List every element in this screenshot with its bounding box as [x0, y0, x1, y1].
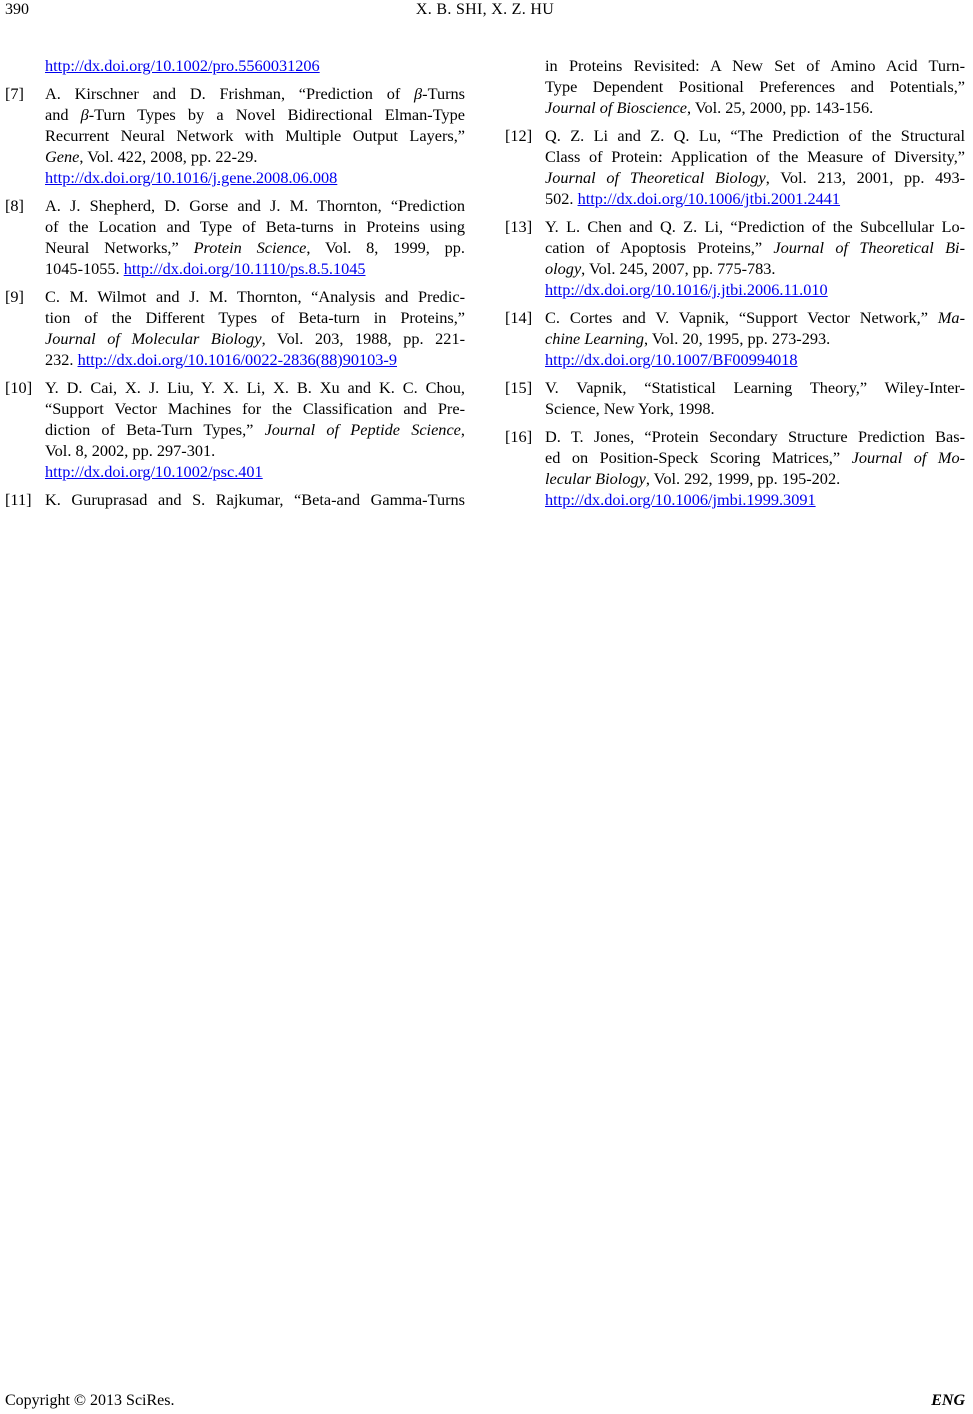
- reference-body: [45, 286, 465, 370]
- page-number: 390: [5, 1, 29, 18]
- reference-body: [45, 83, 465, 188]
- reference-line: [545, 398, 965, 419]
- reference-line: [545, 146, 965, 167]
- reference-text: ed on Position-Speck Scoring Matrices,”: [545, 448, 852, 467]
- reference-text: , Vol. 25, 2000, pp. 143-156.: [686, 98, 874, 117]
- reference-number: [14]: [505, 308, 533, 327]
- reference-text: , Vol. 422, 2008, pp. 22-29.: [79, 147, 258, 166]
- reference-line: [545, 188, 965, 209]
- reference-text: and: [45, 105, 81, 124]
- reference-line: [45, 167, 465, 188]
- reference-body: [545, 55, 965, 118]
- reference-line: [545, 258, 965, 279]
- reference-text: 502.: [545, 189, 578, 208]
- doi-link[interactable]: http://dx.doi.org/10.1016/0022-2836(88)90103-9: [77, 350, 397, 369]
- reference-body: [545, 307, 965, 370]
- reference-text-italic: Journal of Peptide Science: [264, 420, 461, 439]
- reference-text-italic: Protein Science: [193, 238, 307, 257]
- doi-link[interactable]: http://dx.doi.org/10.1006/jmbi.1999.3091: [545, 490, 816, 509]
- references-column-left: [5, 55, 465, 517]
- reference-text: cation of Apoptosis Proteins,”: [545, 238, 774, 257]
- reference-item: [505, 125, 965, 209]
- page-header: [5, 0, 965, 20]
- reference-text: Q. Z. Li and Z. Q. Lu, “The Prediction of the Structural: [545, 126, 965, 145]
- reference-line: [45, 83, 465, 104]
- journal-code: ENG: [931, 1392, 965, 1409]
- reference-line: [45, 419, 465, 440]
- reference-line: [45, 398, 465, 419]
- reference-line: [45, 55, 465, 76]
- doi-link[interactable]: http://dx.doi.org/10.1002/psc.401: [45, 462, 263, 481]
- reference-line: [545, 468, 965, 489]
- reference-item: [505, 377, 965, 419]
- reference-item: [505, 216, 965, 300]
- reference-line: [45, 104, 465, 125]
- reference-text: tion of the Different Types of Beta-turn in Proteins,”: [45, 308, 465, 327]
- reference-line: [45, 307, 465, 328]
- reference-line: [45, 258, 465, 279]
- doi-link[interactable]: http://dx.doi.org/10.1110/ps.8.5.1045: [123, 259, 366, 278]
- reference-line: [45, 216, 465, 237]
- reference-text: -Turn Types by a Novel Bidirectional Elman-Type: [88, 105, 466, 124]
- reference-item: [505, 426, 965, 510]
- reference-body: [545, 377, 965, 419]
- reference-body: [545, 426, 965, 510]
- reference-text: V. Vapnik, “Statistical Learning Theory,” Wiley-Inter-: [545, 378, 965, 397]
- reference-number: [13]: [505, 217, 533, 236]
- reference-item: [5, 83, 465, 188]
- reference-line: [45, 237, 465, 258]
- reference-text: in Proteins Revisited: A New Set of Amino Acid Turn-: [545, 56, 965, 75]
- reference-text: 1045-1055.: [45, 259, 124, 278]
- reference-body: [45, 489, 465, 510]
- reference-text: D. T. Jones, “Protein Secondary Structure Prediction Bas-: [545, 427, 965, 446]
- reference-text-italic: chine Learning: [545, 329, 645, 348]
- reference-text-italic: Journal of Theoretical Biology: [545, 168, 766, 187]
- reference-line: [545, 349, 965, 370]
- reference-line: [545, 447, 965, 468]
- reference-line: [45, 461, 465, 482]
- reference-text-italic: Journal of Mo-: [851, 448, 966, 467]
- reference-text: Y. L. Chen and Q. Z. Li, “Prediction of the Subcellular Lo-: [545, 217, 965, 236]
- reference-text: C. Cortes and V. Vapnik, “Support Vector Network,”: [545, 308, 938, 327]
- reference-line: [545, 489, 965, 510]
- reference-text-italic: Gene: [45, 147, 80, 166]
- reference-number: [12]: [505, 126, 533, 145]
- reference-text: diction of Beta-Turn Types,”: [45, 420, 265, 439]
- reference-number: [15]: [505, 378, 533, 397]
- reference-text-italic: Ma-: [937, 308, 965, 327]
- reference-text: C. M. Wilmot and J. M. Thornton, “Analysis and Predic-: [45, 287, 465, 306]
- reference-line: [45, 440, 465, 461]
- reference-line: [545, 125, 965, 146]
- reference-line: [545, 307, 965, 328]
- reference-body: [545, 125, 965, 209]
- reference-text-italic: Journal of Theoretical Bi-: [773, 238, 966, 257]
- running-head-authors: X. B. SHI, X. Z. HU: [415, 1, 555, 18]
- reference-text: Science, New York, 1998.: [545, 399, 715, 418]
- reference-item: [505, 55, 965, 118]
- reference-text: A. Kirschner and D. Frishman, “Prediction of: [45, 84, 415, 103]
- reference-text: of the Location and Type of Beta-turns in Proteins using: [45, 217, 465, 236]
- reference-line: [45, 349, 465, 370]
- reference-text: K. Guruprasad and S. Rajkumar, “Beta-and Gamma-Turns: [45, 490, 465, 509]
- reference-line: [545, 328, 965, 349]
- reference-number: [7]: [5, 84, 24, 103]
- reference-line: [545, 55, 965, 76]
- reference-text: , Vol. 245, 2007, pp. 775-783.: [581, 259, 776, 278]
- reference-text: Neural Networks,”: [45, 238, 194, 257]
- doi-link[interactable]: http://dx.doi.org/10.1002/pro.5560031206: [45, 56, 320, 75]
- doi-link[interactable]: http://dx.doi.org/10.1006/jtbi.2001.2441: [577, 189, 841, 208]
- reference-text: , Vol. 20, 1995, pp. 273-293.: [644, 329, 831, 348]
- reference-line: [545, 279, 965, 300]
- reference-line: [545, 237, 965, 258]
- reference-text-italic: β: [80, 105, 89, 124]
- reference-line: [545, 76, 965, 97]
- reference-line: [545, 167, 965, 188]
- reference-text: Vol. 8, 2002, pp. 297-301.: [45, 441, 216, 460]
- reference-number: [11]: [5, 490, 32, 509]
- copyright-text: Copyright © 2013 SciRes.: [5, 1392, 175, 1409]
- reference-text-italic: Journal of Molecular Biology: [45, 329, 262, 348]
- reference-text: , Vol. 213, 2001, pp. 493-: [765, 168, 966, 187]
- reference-text: Type Dependent Positional Preferences and Potentials,”: [545, 77, 965, 96]
- reference-text-italic: lecular Biology: [545, 469, 646, 488]
- reference-item: [505, 307, 965, 370]
- reference-text: 232.: [45, 350, 78, 369]
- reference-text: Y. D. Cai, X. J. Liu, Y. X. Li, X. B. Xu and K. C. Chou,: [45, 378, 465, 397]
- reference-text: “Support Vector Machines for the Classification and Pre-: [45, 399, 465, 418]
- reference-body: [45, 377, 465, 482]
- doi-link[interactable]: http://dx.doi.org/10.1016/j.gene.2008.06.008: [45, 168, 338, 187]
- reference-line: [545, 97, 965, 118]
- reference-body: [45, 55, 465, 76]
- reference-text: -Turns: [422, 84, 465, 103]
- reference-text: , Vol. 292, 1999, pp. 195-202.: [645, 469, 841, 488]
- reference-line: [45, 489, 465, 510]
- reference-line: [545, 426, 965, 447]
- reference-text: Recurrent Neural Network with Multiple Output Layers,”: [45, 126, 465, 145]
- reference-line: [45, 125, 465, 146]
- reference-line: [45, 377, 465, 398]
- reference-line: [45, 195, 465, 216]
- reference-number: [505, 55, 545, 118]
- reference-item: [5, 286, 465, 370]
- reference-line: [545, 216, 965, 237]
- reference-text: A. J. Shepherd, D. Gorse and J. M. Thornton, “Prediction: [45, 196, 465, 215]
- reference-number: [10]: [5, 378, 33, 397]
- reference-body: [545, 216, 965, 300]
- reference-number: [8]: [5, 196, 24, 215]
- references-column-right: [505, 55, 965, 517]
- reference-line: [545, 377, 965, 398]
- reference-text: , Vol. 203, 1988, pp. 221-: [261, 329, 466, 348]
- page-footer: [5, 1391, 965, 1411]
- reference-number: [5, 55, 45, 76]
- doi-link[interactable]: http://dx.doi.org/10.1007/BF00994018: [545, 350, 798, 369]
- reference-text: , Vol. 8, 1999, pp.: [306, 238, 466, 257]
- reference-item: [5, 489, 465, 510]
- reference-text-italic: β: [414, 84, 423, 103]
- reference-item: [5, 195, 465, 279]
- reference-number: [16]: [505, 427, 533, 446]
- reference-text-italic: Journal of Bioscience: [545, 98, 687, 117]
- reference-text-italic: ology: [545, 259, 582, 278]
- reference-line: [45, 146, 465, 167]
- reference-item: [5, 377, 465, 482]
- reference-number: [9]: [5, 287, 24, 306]
- reference-body: [45, 195, 465, 279]
- reference-text: ,: [460, 420, 465, 439]
- reference-line: [45, 328, 465, 349]
- reference-item: [5, 55, 465, 76]
- doi-link[interactable]: http://dx.doi.org/10.1016/j.jtbi.2006.11.010: [545, 280, 828, 299]
- reference-text: Class of Protein: Application of the Measure of Diversity,”: [545, 147, 965, 166]
- reference-line: [45, 286, 465, 307]
- references-section: [5, 55, 965, 517]
